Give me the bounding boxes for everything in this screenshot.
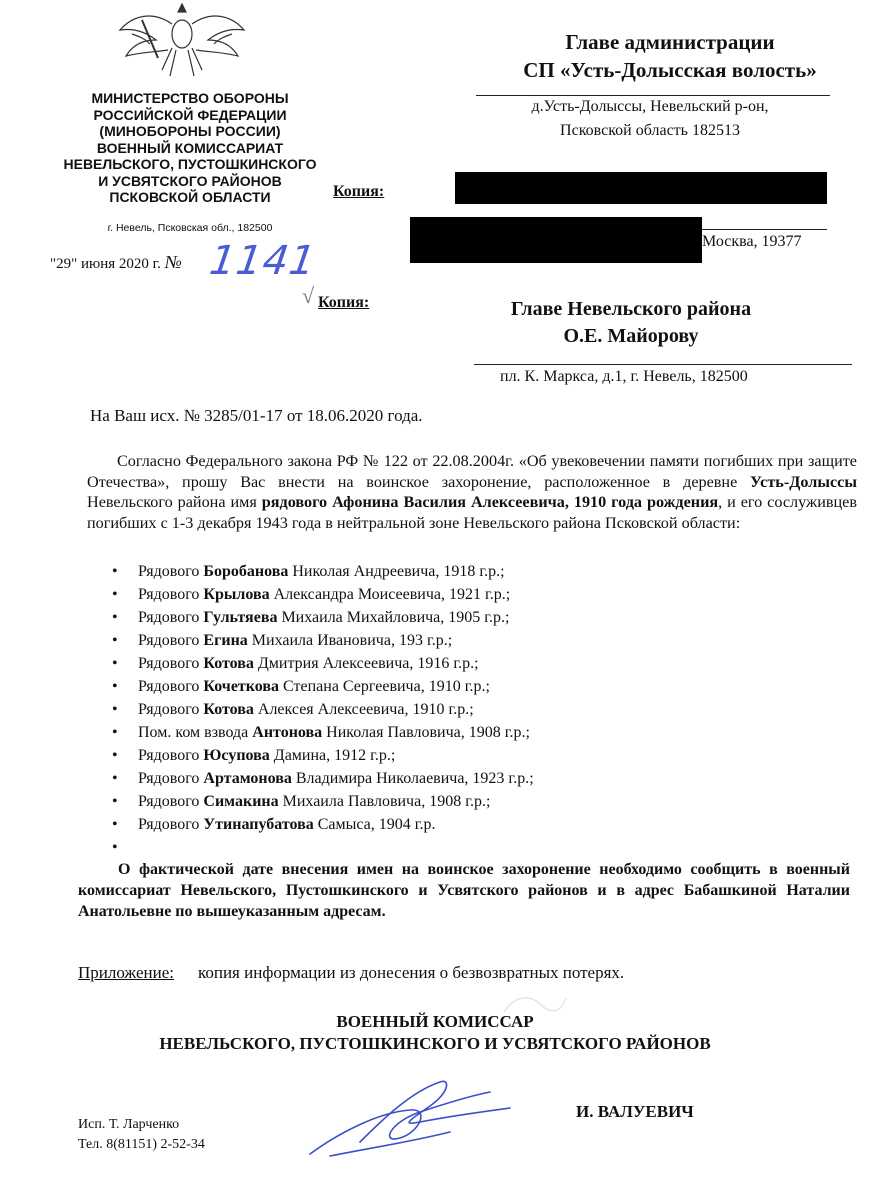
notice-paragraph: О фактической дате внесения имен на воинское захоронение необходимо сообщить в военный комиссариат Невельского, Пустошкинского и Усвятского районов и в адрес Бабашкиной Наталии Анатольевне по вышеуказанным адресам. [78,861,850,920]
soldier-surname: Боробанова [203,563,289,580]
soldier-rank: Пом. ком взвода [138,724,253,741]
soldier-surname: Котова [203,701,254,718]
signatory-title-line: НЕВЕЛЬСКОГО, ПУСТОШКИНСКОГО И УСВЯТСКОГО РАЙОНОВ [159,1034,711,1053]
village-name: Усть-Долыссы [750,472,857,491]
soldier-details: Самыса, 1904 г.р. [313,816,436,833]
soldier-surname: Антонова [252,724,323,741]
attachment-text: копия информации из донесения о безвозвратных потерях. [197,963,625,982]
list-item [112,721,832,744]
address-line: Псковской область 182513 [560,122,740,139]
attachment-label: Приложение: [78,963,174,982]
soldier-details: Дмитрия Алексеевича, 1916 г.р.; [253,655,479,672]
soldier-surname: Егина [203,632,248,649]
list-item [112,629,832,652]
signer-name: И. ВАЛУЕВИЧ [576,1102,694,1121]
ministry-line: ВОЕННЫЙ КОМИССАРИАТ [96,139,284,156]
soldier-details: Дамина, 1912 г.р.; [269,747,396,764]
redaction-bar [410,217,702,263]
bullet-icon: • [112,632,118,649]
reference-line: На Ваш исх. № 3285/01-17 от 18.06.2020 года. [90,406,423,425]
ministry-line: (МИНОБОРОНЫ РОССИИ) [99,123,281,139]
address-line: д.Усть-Долыссы, Невельский р-он, [531,98,769,115]
soldier-rank: Рядового [138,770,204,787]
number-label: № [164,252,182,272]
handwritten-number: 1141 [206,238,320,284]
list-item [112,790,832,813]
sender-city: г. Невель, Псковская обл., 182500 [107,222,273,234]
soldier-rank: Рядового [138,632,204,649]
addressee-title-line: СП «Усть-Долысская волость» [523,58,817,82]
soldier-details: Михаила Ивановича, 193 г.р.; [247,632,453,649]
bullet-icon: • [112,793,118,810]
ministry-header [40,90,340,206]
divider [474,364,852,365]
soldier-details: Михаила Михайловича, 1905 г.р.; [277,609,510,626]
list-item [112,583,832,606]
soldier-surname: Артамонова [203,770,292,787]
list-item [112,606,832,629]
list-item [112,652,832,675]
addressee-title-line: Главе администрации [565,30,775,54]
soldier-details: Николая Павловича, 1908 г.р.; [322,724,530,741]
soldier-rank: Рядового [138,678,204,695]
soldier-surname: Гультяева [203,609,278,626]
list-item [112,767,832,790]
bullet-icon: • [112,586,118,603]
copy2-address: пл. К. Маркса, д.1, г. Невель, 182500 [500,368,748,385]
soldier-details: Алексея Алексеевича, 1910 г.р.; [253,701,474,718]
soldier-surname: Симакина [203,793,279,810]
soldier-surname: Крылова [203,586,270,603]
signatory-title [70,1011,800,1055]
executor-phone: Тел. 8(81151) 2-52-34 [78,1137,205,1152]
copy2-title-line: О.Е. Майорову [563,325,699,347]
soldier-rank: Рядового [138,563,204,580]
addressee-address [500,95,800,143]
executor-name: Исп. Т. Ларченко [78,1117,180,1132]
soldier-rank: Рядового [138,609,204,626]
list-item [112,744,832,767]
soldier-details: Михаила Павловича, 1908 г.р.; [278,793,491,810]
bullet-icon: • [112,839,118,856]
list-item [112,813,832,836]
ministry-line: РОССИЙСКОЙ ФЕДЕРАЦИИ [93,106,287,123]
soldier-rank: Рядового [138,816,204,833]
main-paragraph [87,451,857,533]
soldier-details: Владимира Николаевича, 1923 г.р.; [291,770,534,787]
handwritten-signature [300,1072,520,1162]
copy2-title-line: Главе Невельского района [510,298,752,320]
para-text: , и его сослуживцев погибших с 1-3 декабря 1943 года в нейтральной зоне Невельского района Псковской области: [87,493,857,532]
para-text: Согласно Федерального закона РФ № 122 от 22.08.2004г. «Об увековечении памяти погибших при защите Отечества», прошу Вас внести на воинское захоронение, расположенное в деревне [87,452,857,491]
bullet-icon: • [112,816,118,833]
soldier-surname: Кочеткова [203,678,280,695]
copy-label: Копия: [318,294,370,311]
bullet-icon: • [112,747,118,764]
soldier-surname: Котова [203,655,254,672]
date-text: "29" июня 2020 г. [50,256,161,272]
soldier-surname: Утинапубатова [203,816,314,833]
list-item [112,836,832,859]
soldier-details: Николая Андреевича, 1918 г.р.; [288,563,505,580]
soldier-list [112,560,832,859]
list-item [112,675,832,698]
para-text: Невельского района имя [87,493,262,511]
eagle-emblem-icon [112,0,252,78]
bullet-icon: • [112,655,118,672]
ministry-line: ПСКОВСКОЙ ОБЛАСТИ [109,189,271,205]
ministry-line: МИНИСТЕРСТВО ОБОРОНЫ [91,90,289,106]
check-mark-icon: √ [302,283,315,308]
bullet-icon: • [112,724,118,741]
signatory-title-line: ВОЕННЫЙ КОМИССАР [336,1012,534,1031]
copy1-address-tail: Москва, 19377 [702,233,802,250]
redaction-bar [455,172,827,204]
ministry-line: И УСВЯТСКОГО РАЙОНОВ [98,172,282,189]
soldier-rank: Рядового [138,701,204,718]
bullet-icon: • [112,609,118,626]
executor-info [78,1115,205,1155]
soldier-rank: Рядового [138,747,204,764]
copy-label: Копия: [333,183,385,200]
bullet-icon: • [112,678,118,695]
bullet-icon: • [112,701,118,718]
list-item [112,560,832,583]
soldier-rank: Рядового [138,586,204,603]
bullet-icon: • [112,563,118,580]
attachment-line [78,963,624,983]
ministry-line: НЕВЕЛЬСКОГО, ПУСТОШКИНСКОГО [63,156,317,172]
document-date [50,252,182,273]
soldier-surname: Юсупова [203,747,270,764]
bullet-icon: • [112,770,118,787]
soldier-rank: Рядового [138,793,204,810]
soldier-name: рядового Афонина Василия Алексеевича, 1910 года рождения [261,493,719,511]
copy2-title [476,296,786,350]
soldier-details: Степана Сергеевича, 1910 г.р.; [279,678,490,695]
soldier-details: Александра Моисеевича, 1921 г.р.; [269,586,511,603]
addressee-title [470,28,870,84]
list-item [112,698,832,721]
soldier-rank: Рядового [138,655,204,672]
